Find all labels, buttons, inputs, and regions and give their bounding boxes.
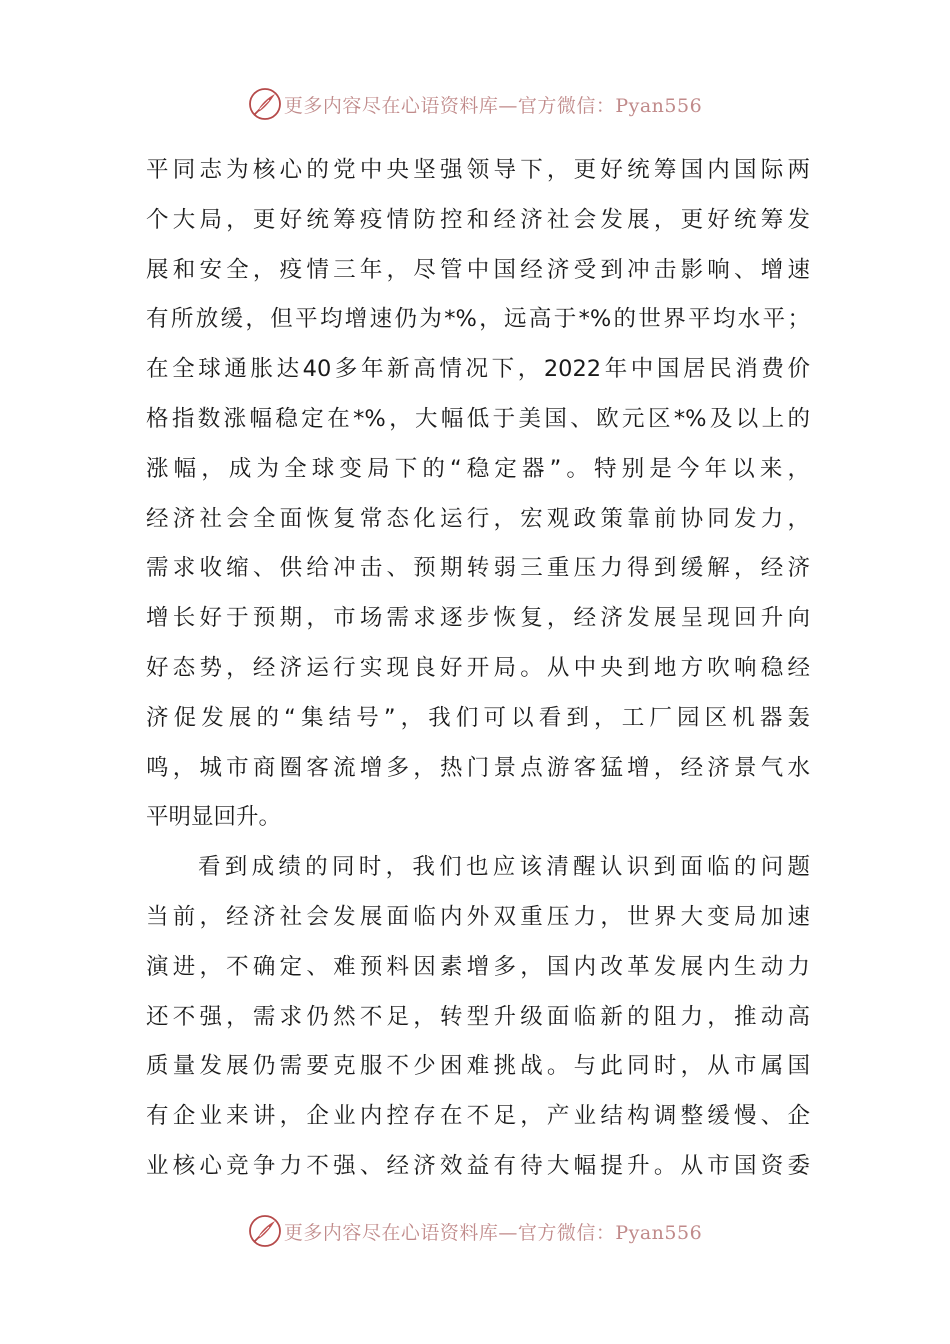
- text-line: 在全球通胀达40多年新高情况下，2022年中国居民消费价: [146, 356, 810, 383]
- text-line: 济促发展的“集结号”，我们可以看到，工厂园区机器轰: [146, 704, 810, 731]
- footer-banner: [0, 1211, 950, 1251]
- header-banner: [0, 84, 950, 124]
- text-line: 增长好于预期，市场需求逐步恢复，经济发展呈现回升向: [146, 605, 810, 632]
- header-banner-text: 更多内容尽在心语资料库—官方微信：Pyan556: [283, 94, 703, 117]
- paragraph-2: [146, 843, 810, 1192]
- quill-pen-logo-icon: [248, 87, 282, 121]
- text-line: 需求收缩、供给冲击、预期转弱三重压力得到缓解，经济: [146, 555, 810, 582]
- text-line: 格指数涨幅稳定在*%，大幅低于美国、欧元区*%及以上的: [146, 405, 810, 432]
- text-line: 个大局，更好统筹疫情防控和经济社会发展，更好统筹发: [146, 206, 810, 233]
- text-line: 业核心竞争力不强、经济效益有待大幅提升。从市国资委: [146, 1152, 810, 1179]
- text-line: 看到成绩的同时，我们也应该清醒认识到面临的问题: [198, 854, 810, 881]
- text-line: 鸣，城市商圈客流增多，热门景点游客猛增，经济景气水: [146, 754, 810, 781]
- text-line: 好态势，经济运行实现良好开局。从中央到地方吹响稳经: [146, 654, 810, 681]
- text-line: 平同志为核心的党中央坚强领导下，更好统筹国内国际两: [146, 157, 810, 183]
- text-line: 演进，不确定、难预料因素增多，国内改革发展内生动力: [146, 953, 810, 980]
- paragraph-1: [146, 146, 810, 843]
- text-line: 有企业来讲，企业内控存在不足，产业结构调整缓慢、企: [146, 1103, 810, 1130]
- footer-banner-text: 更多内容尽在心语资料库—官方微信：Pyan556: [283, 1221, 703, 1244]
- text-line: 平明显回升。: [146, 804, 282, 831]
- text-line: 质量发展仍需要克服不少困难挑战。与此同时，从市属国: [146, 1053, 810, 1080]
- text-line: 展和安全，疫情三年，尽管中国经济受到冲击影响、增速: [146, 256, 810, 283]
- document-body: [146, 146, 810, 1192]
- text-line: 涨幅，成为全球变局下的“稳定器”。特别是今年以来，: [146, 455, 810, 482]
- quill-pen-logo-icon: [248, 1214, 282, 1248]
- text-line: 经济社会全面恢复常态化运行，宏观政策靠前协同发力，: [146, 505, 810, 532]
- text-line: 有所放缓，但平均增速仍为*%，远高于*%的世界平均水平；: [146, 306, 810, 333]
- text-line: 还不强，需求仍然不足，转型升级面临新的阻力，推动高: [146, 1003, 810, 1030]
- text-line: 当前，经济社会发展面临内外双重压力，世界大变局加速: [146, 903, 810, 930]
